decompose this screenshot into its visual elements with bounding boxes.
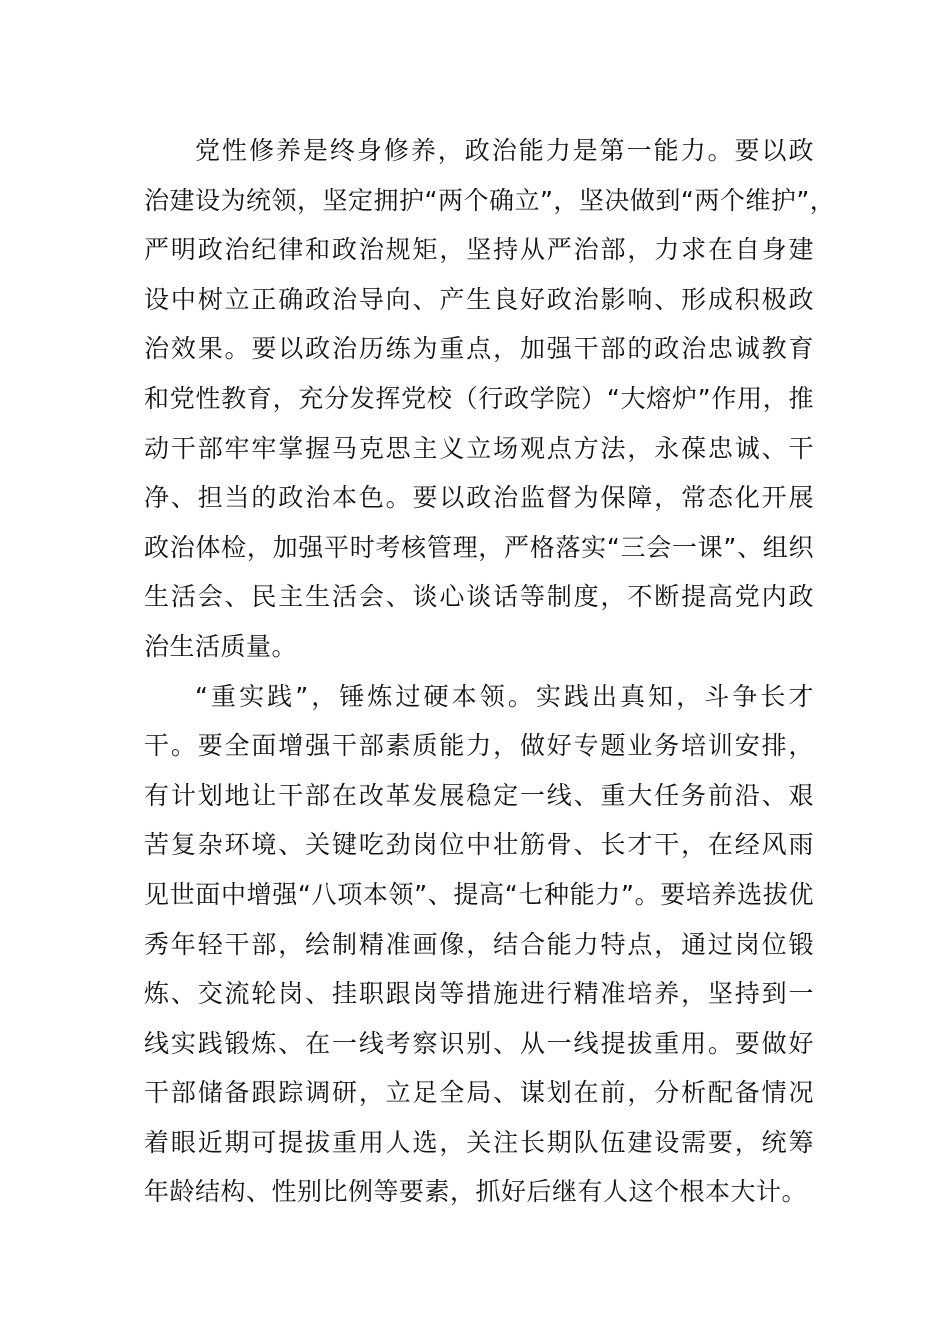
paragraph-2 xyxy=(144,672,814,1218)
paragraph-line: 炼、交流轮岗、挂职跟岗等措施进行精准培养，坚持到一 xyxy=(144,979,814,1009)
paragraph-line: 年龄结构、性别比例等要素，抓好后继有人这个根本大计。 xyxy=(144,1177,808,1207)
paragraph-1 xyxy=(144,126,836,672)
paragraph-line: 生活会、民主生活会、谈心谈话等制度，不断提高党内政 xyxy=(144,582,814,612)
paragraph-line: 和党性教育，充分发挥党校（行政学院）“大熔炉”作用，推 xyxy=(144,383,814,413)
document-body xyxy=(144,126,836,1217)
paragraph-line: 着眼近期可提拔重用人选，关注长期队伍建设需要，统筹 xyxy=(144,1127,814,1157)
paragraph-line: 党性修养是终身修养，政治能力是第一能力。要以政 xyxy=(195,136,814,165)
paragraph-line: 治生活质量。 xyxy=(144,631,298,661)
paragraph-line: “重实践”，锤炼过硬本领。实践出真知，斗争长才 xyxy=(195,681,814,711)
paragraph-line: 见世面中增强“八项本领”、提高“七种能力”。要培养选拔优 xyxy=(144,879,814,909)
paragraph-line: 干。要全面增强干部素质能力，做好专题业务培训安排， xyxy=(144,731,814,761)
paragraph-line: 苦复杂环境、关键吃劲岗位中壮筋骨、长才干，在经风雨 xyxy=(144,830,814,860)
paragraph-line: 治建设为统领，坚定拥护“两个确立”，坚决做到“两个维护”， xyxy=(144,185,836,215)
paragraph-line: 政治体检，加强平时考核管理，严格落实“三会一课”、组织 xyxy=(144,532,814,562)
paragraph-line: 设中树立正确政治导向、产生良好政治影响、形成积极政 xyxy=(144,284,814,314)
paragraph-line: 秀年轻干部，绘制精准画像，结合能力特点，通过岗位锻 xyxy=(144,929,814,959)
paragraph-line: 净、担当的政治本色。要以政治监督为保障，常态化开展 xyxy=(144,483,814,513)
paragraph-line: 线实践锻炼、在一线考察识别、从一线提拔重用。要做好 xyxy=(144,1028,814,1058)
paragraph-line: 有计划地让干部在改革发展稳定一线、重大任务前沿、艰 xyxy=(144,780,814,810)
paragraph-line: 严明政治纪律和政治规矩，坚持从严治部，力求在自身建 xyxy=(144,235,814,265)
paragraph-line: 干部储备跟踪调研，立足全局、谋划在前，分析配备情况 xyxy=(144,1078,814,1108)
paragraph-line: 治效果。要以政治历练为重点，加强干部的政治忠诚教育 xyxy=(144,334,814,364)
paragraph-line: 动干部牢牢掌握马克思主义立场观点方法，永葆忠诚、干 xyxy=(144,433,814,463)
